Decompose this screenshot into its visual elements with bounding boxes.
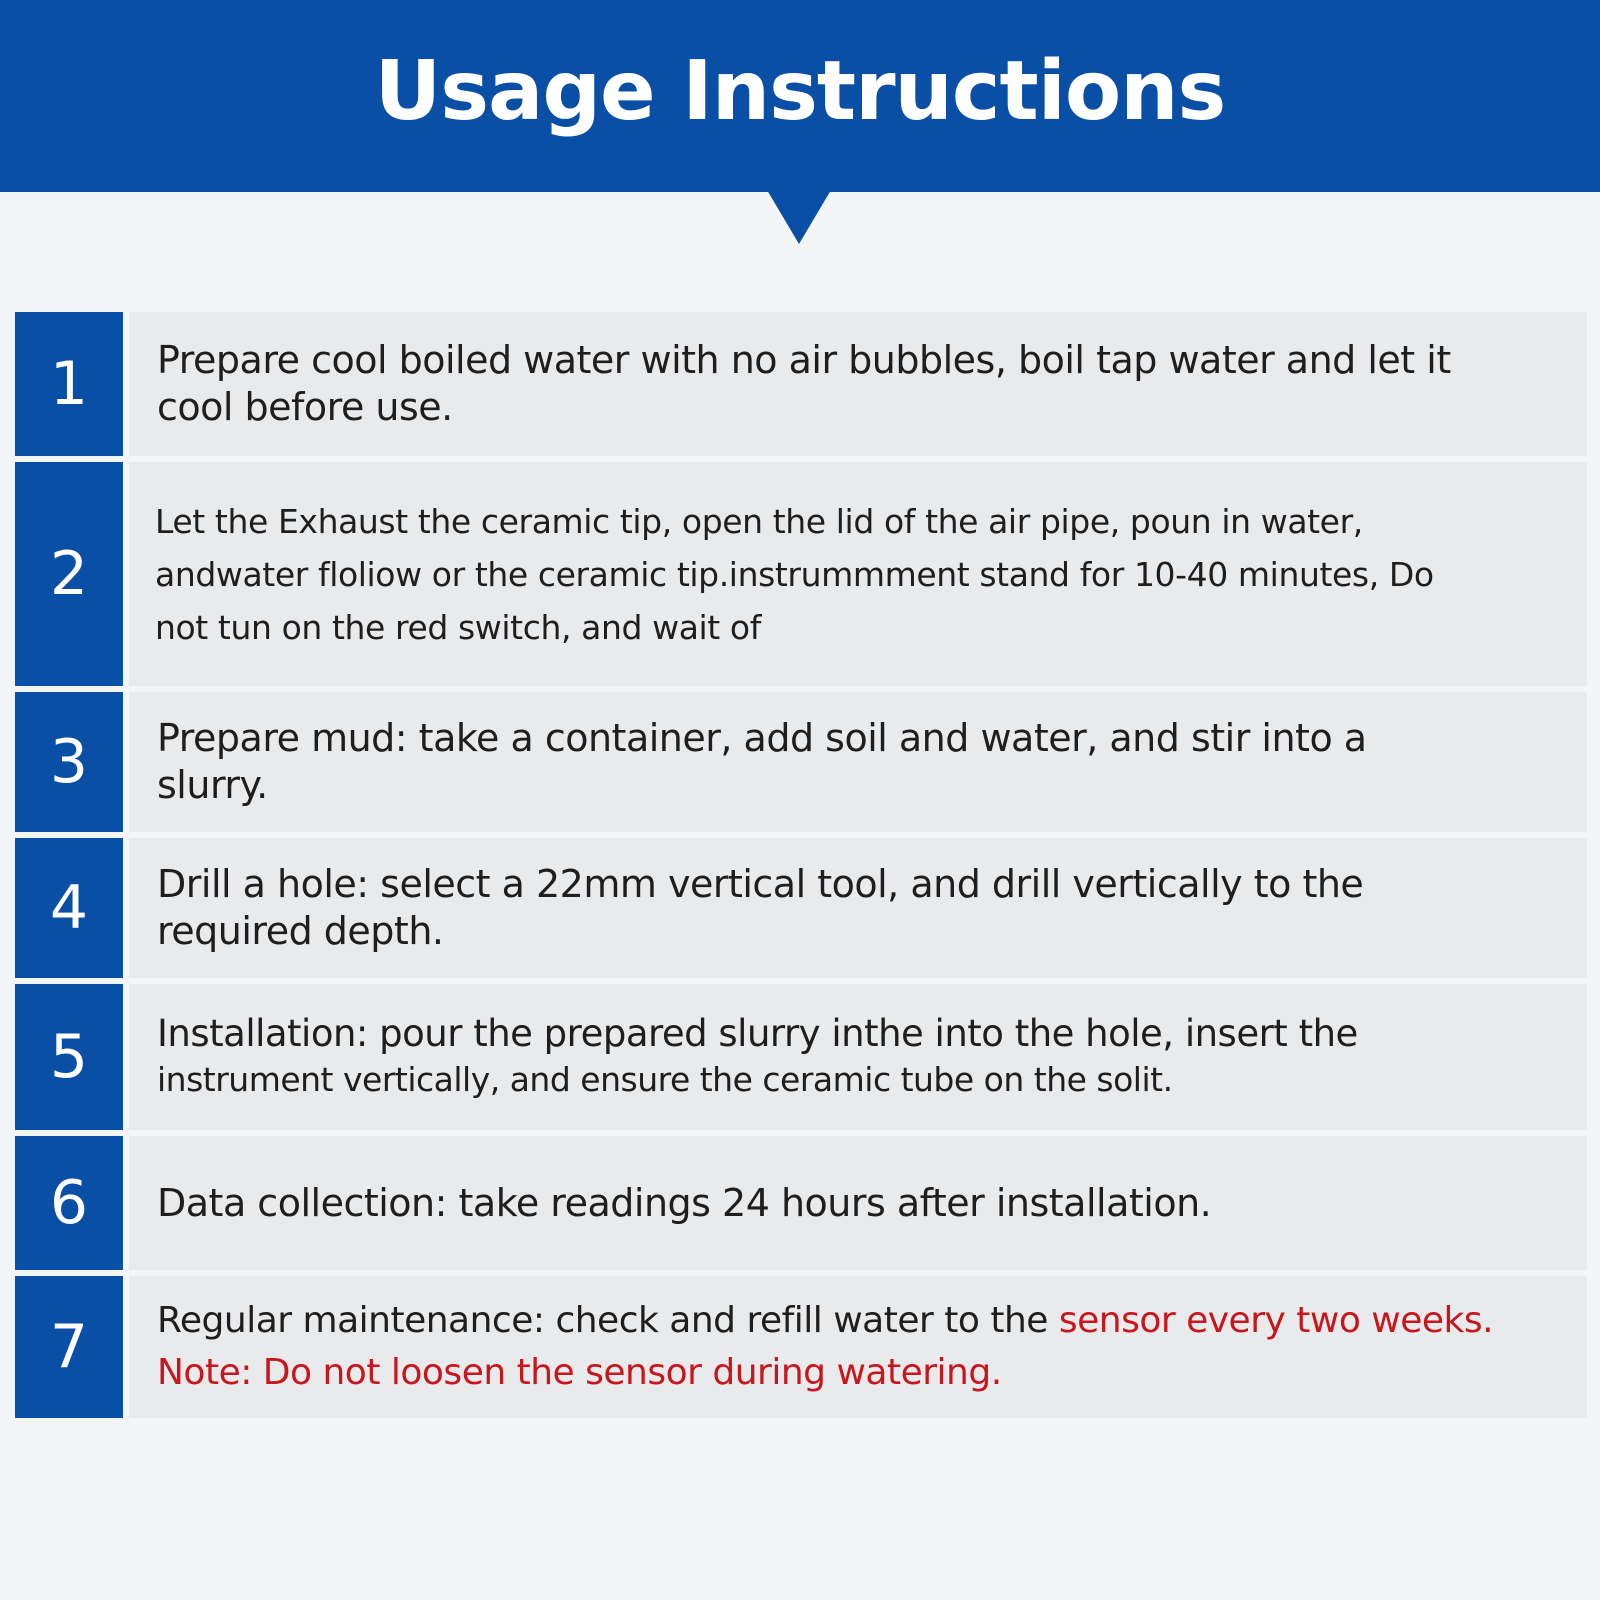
step-text bbox=[129, 1276, 1587, 1418]
step-text-line: Data collection: take readings 24 hours after installation. bbox=[157, 1180, 1212, 1225]
step-number: 7 bbox=[15, 1276, 123, 1418]
step-text bbox=[129, 692, 1587, 832]
step-text-line: Installation: pour the prepared slurry inthe into the hole, insert the bbox=[157, 1012, 1358, 1055]
step-3 bbox=[15, 692, 1587, 832]
step-text-line: Drill a hole: select a 22mm vertical tool, and drill vertically to the bbox=[157, 862, 1364, 906]
maintenance-text: Regular maintenance: check and refill water to the bbox=[157, 1300, 1059, 1341]
step-text bbox=[129, 312, 1587, 456]
step-text-line bbox=[157, 1295, 1557, 1347]
step-text bbox=[129, 984, 1587, 1130]
step-1 bbox=[15, 312, 1587, 456]
step-text bbox=[129, 462, 1587, 686]
step-number: 4 bbox=[15, 838, 123, 978]
step-text bbox=[129, 1136, 1587, 1270]
step-number: 1 bbox=[15, 312, 123, 456]
step-4 bbox=[15, 838, 1587, 978]
steps-list bbox=[15, 312, 1587, 1424]
step-text-line: not tun on the red switch, and wait of bbox=[155, 607, 761, 647]
step-6 bbox=[15, 1136, 1587, 1270]
step-text-line: Prepare mud: take a container, add soil and water, and stir into a bbox=[157, 716, 1367, 760]
step-text-line: instrument vertically, and ensure the ceramic tube on the solit. bbox=[157, 1060, 1173, 1099]
step-number: 5 bbox=[15, 984, 123, 1130]
step-text-line: Prepare cool boiled water with no air bubbles, boil tap water and let it bbox=[157, 338, 1451, 382]
banner-pointer-arrow bbox=[767, 190, 831, 244]
page-title: Usage Instructions bbox=[374, 44, 1226, 139]
step-5 bbox=[15, 984, 1587, 1130]
step-number: 2 bbox=[15, 462, 123, 686]
warning-note: Note: Do not loosen the sensor during watering. bbox=[157, 1352, 1002, 1393]
step-number: 3 bbox=[15, 692, 123, 832]
step-text-line: cool before use. bbox=[157, 385, 453, 429]
step-number: 6 bbox=[15, 1136, 123, 1270]
step-2 bbox=[15, 462, 1587, 686]
step-text-line: andwater floliow or the ceramic tip.instrummment stand for 10-40 minutes, Do bbox=[155, 554, 1434, 594]
step-7 bbox=[15, 1276, 1587, 1418]
step-text-line: required depth. bbox=[157, 909, 444, 953]
maintenance-highlight: sensor every two weeks. bbox=[1058, 1300, 1494, 1341]
header-banner bbox=[0, 0, 1600, 192]
step-text bbox=[129, 838, 1587, 978]
step-text-line: slurry. bbox=[157, 763, 268, 807]
step-text-line: Let the Exhaust the ceramic tip, open the lid of the air pipe, poun in water, bbox=[155, 501, 1363, 541]
